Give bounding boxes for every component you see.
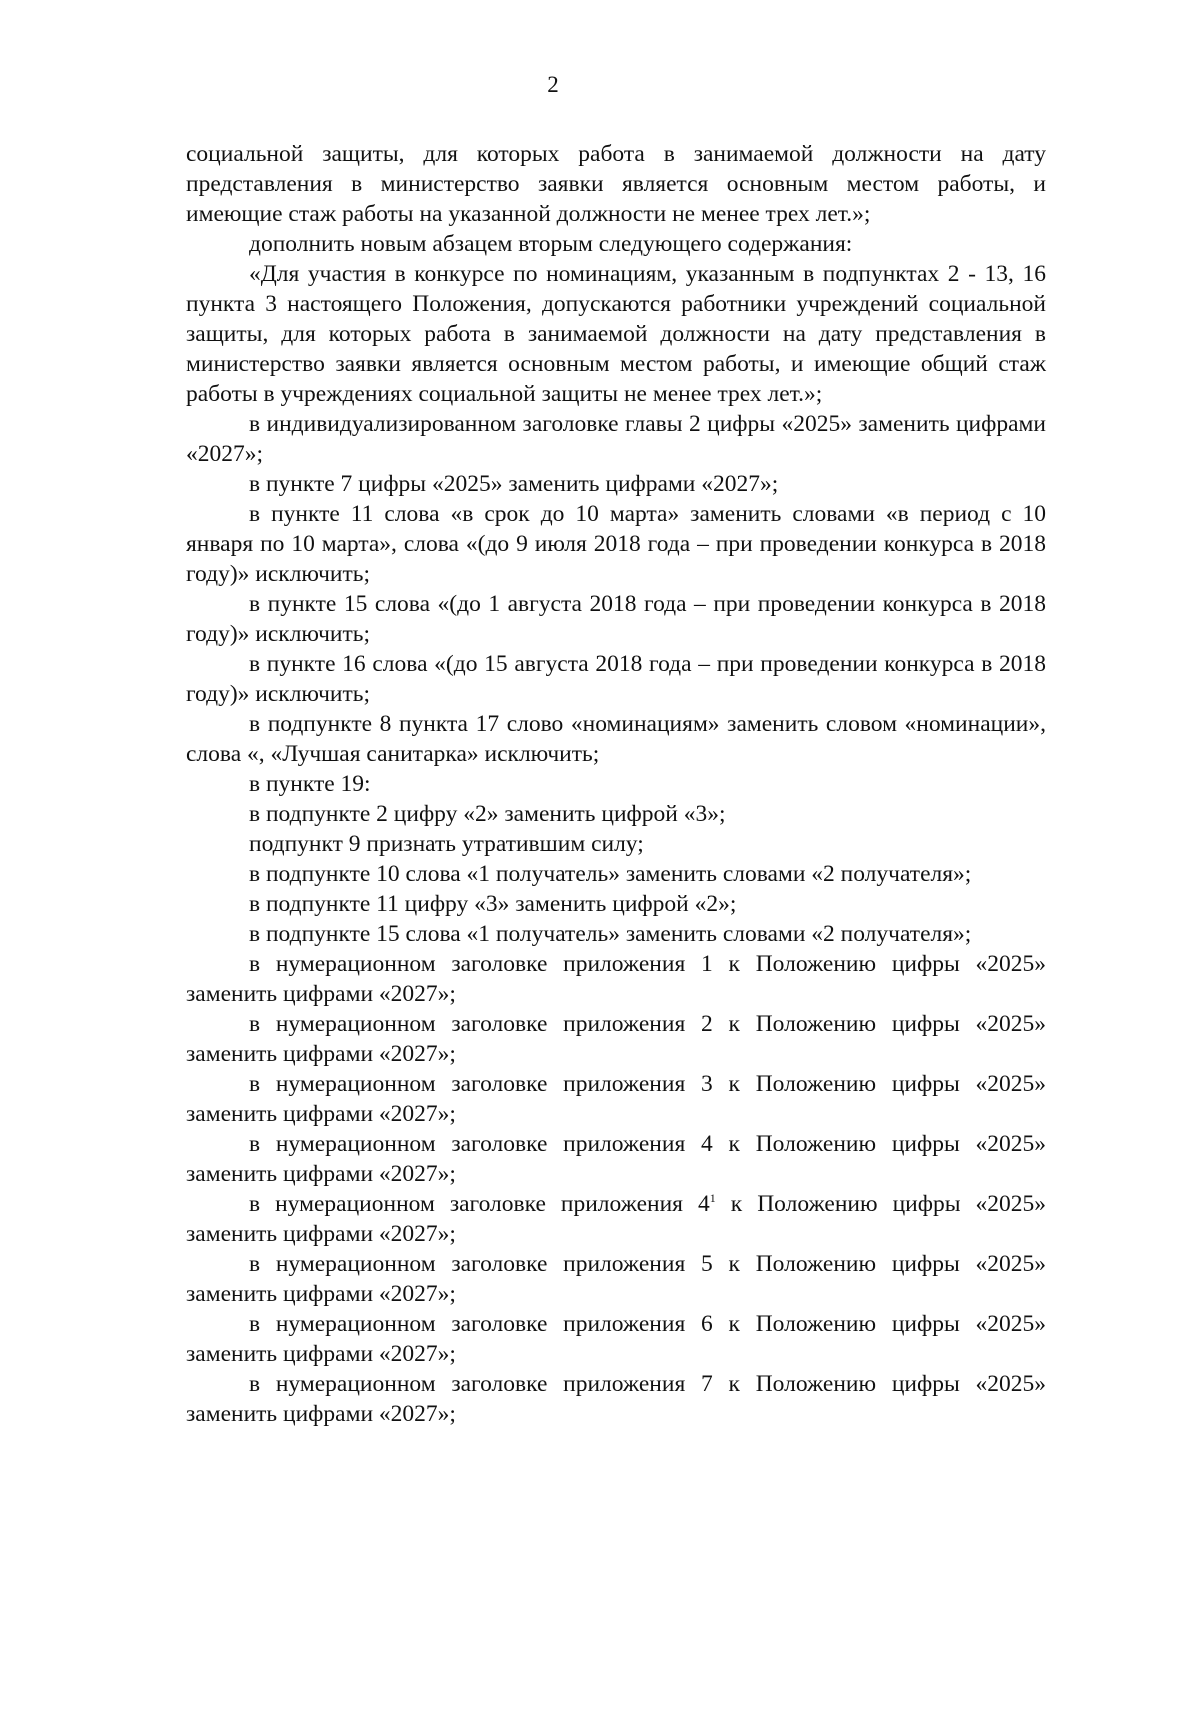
paragraph: в нумерационном заголовке приложения 5 к Положению цифры «2025» заменить цифрами «2027»; [186, 1251, 1046, 1307]
paragraph: в подпункте 11 цифру «3» заменить цифрой «2»; [249, 891, 737, 917]
text-segment: в нумерационном заголовке приложения 4 [249, 1191, 710, 1217]
paragraph: в подпункте 10 слова «1 получатель» заменить словами «2 получателя»; [249, 861, 972, 887]
page-number: 2 [547, 72, 559, 97]
paragraph: в пункте 7 цифры «2025» заменить цифрами «2027»; [249, 471, 779, 497]
paragraph: в индивидуализированном заголовке главы 2 цифры «2025» заменить цифрами «2027»; [186, 411, 1046, 467]
paragraph: социальной защиты, для которых работа в занимаемой должности на дату представления в министерство заявки является основным местом работы, и имеющие стаж работы на указанной должности не менее трех лет.»; [186, 141, 1046, 227]
paragraph: в пункте 15 слова «(до 1 августа 2018 года – при проведении конкурса в 2018 году)» исключить; [186, 591, 1046, 647]
paragraph: «Для участия в конкурсе по номинациям, указанным в подпунктах 2 - 13, 16 пункта 3 настоящего Положения, допускаются работники учреждений социальной защиты, для которых работа в занимаемой должности на дату представления в министерство заявки является основным местом работы, и имеющие общий стаж работы в учреждениях социальной защиты не менее трех лет.»; [186, 261, 1046, 407]
paragraph: в нумерационном заголовке приложения 6 к Положению цифры «2025» заменить цифрами «2027»; [186, 1311, 1046, 1367]
paragraph: в нумерационном заголовке приложения 2 к Положению цифры «2025» заменить цифрами «2027»; [186, 1011, 1046, 1067]
paragraph: в подпункте 2 цифру «2» заменить цифрой «3»; [249, 801, 726, 827]
paragraph: в подпункте 8 пункта 17 слово «номинациям» заменить словом «номинации», слова «, «Лучшая санитарка» исключить; [186, 711, 1046, 767]
paragraph: в подпункте 15 слова «1 получатель» заменить словами «2 получателя»; [249, 921, 972, 947]
paragraph [186, 1189, 1046, 1249]
paragraph: в нумерационном заголовке приложения 7 к Положению цифры «2025» заменить цифрами «2027»; [186, 1371, 1046, 1427]
document-body [186, 139, 1046, 1429]
paragraph: в пункте 16 слова «(до 15 августа 2018 года – при проведении конкурса в 2018 году)» исключить; [186, 651, 1046, 707]
paragraph: дополнить новым абзацем вторым следующего содержания: [249, 231, 853, 257]
paragraph: в нумерационном заголовке приложения 3 к Положению цифры «2025» заменить цифрами «2027»; [186, 1071, 1046, 1127]
paragraph: подпункт 9 признать утратившим силу; [249, 831, 644, 857]
paragraph: в пункте 19: [249, 771, 371, 797]
text-segment: к Положению цифры «2025» заменить цифрами «2027»; [186, 1191, 1046, 1247]
paragraph: в нумерационном заголовке приложения 4 к Положению цифры «2025» заменить цифрами «2027»; [186, 1131, 1046, 1187]
superscript-index: 1 [709, 1191, 716, 1205]
paragraph: в пункте 11 слова «в срок до 10 марта» заменить словами «в период с 10 января по 10 марта», слова «(до 9 июля 2018 года – при проведении конкурса в 2018 году)» исключить; [186, 501, 1046, 587]
paragraph: в нумерационном заголовке приложения 1 к Положению цифры «2025» заменить цифрами «2027»; [186, 951, 1046, 1007]
